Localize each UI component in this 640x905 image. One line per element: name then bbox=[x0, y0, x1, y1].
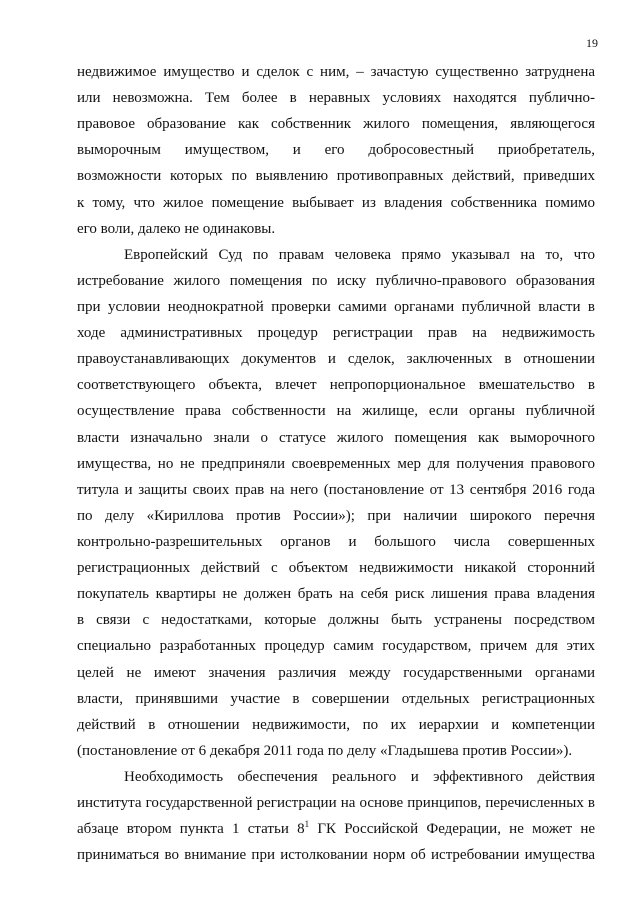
text-line: истребование жилого помещения по иску публично-правового образования bbox=[77, 272, 595, 289]
text-line: его воли, далеко не одинаковы. bbox=[77, 220, 276, 237]
text-fragment: абзаце втором пункта 1 статьи 8 bbox=[77, 821, 305, 838]
text-line: или невозможна. Тем более в неравных условиях находятся публично- bbox=[77, 90, 595, 107]
text-line: действий в отношении недвижимости, по их иерархии и компетенции bbox=[77, 716, 595, 733]
paragraph-3 bbox=[77, 764, 595, 868]
text-line: возможности которых по выявлению противоправных действий, приведших bbox=[77, 168, 595, 185]
text-line: ходе административных процедур регистрации прав на недвижимость bbox=[77, 325, 595, 342]
text-line: осуществление права собственности на жилище, если органы публичной bbox=[77, 403, 595, 420]
text-line: недвижимое имущество и сделок с ним, – зачастую существенно затруднена bbox=[77, 64, 595, 80]
text-line: титула и защиты своих прав на него (постановление от 13 сентября 2016 года bbox=[77, 481, 595, 498]
text-line: власти, принявшими участие в совершении отдельных регистрационных bbox=[77, 690, 595, 707]
superscript: 1 bbox=[304, 819, 310, 830]
text-fragment: ГК Российской Федерации, не может не bbox=[309, 821, 595, 838]
text-line: имущества, но не предприняли своевременных мер для получения правового bbox=[77, 455, 595, 472]
text-line: (постановление от 6 декабря 2011 года по делу «Гладышева против России»). bbox=[77, 742, 573, 759]
paragraph-1 bbox=[77, 59, 595, 242]
text-line: власти изначально знали о статусе жилого помещения как выморочного bbox=[77, 429, 595, 446]
text-line: к тому, что жилое помещение выбывает из владения собственника помимо bbox=[77, 194, 595, 211]
paragraph-2 bbox=[77, 242, 595, 764]
text-line: по делу «Кириллова против России»); при наличии широкого перечня bbox=[77, 507, 595, 524]
text-line: института государственной регистрации на основе принципов, перечисленных в bbox=[77, 795, 595, 812]
text-line bbox=[77, 816, 595, 842]
text-line: правоустанавливающих документов и сделок, заключенных в отношении bbox=[77, 351, 595, 368]
text-line: целей не имеют значения различия между государственными органами bbox=[77, 664, 595, 681]
text-line: Европейский Суд по правам человека прямо указывал на то, что bbox=[124, 246, 595, 263]
body-text bbox=[77, 59, 595, 868]
text-line: в связи с недостатками, которые должны быть устранены посредством bbox=[77, 612, 595, 629]
text-line: выморочным имуществом, и его добросовестный приобретатель, bbox=[77, 142, 595, 159]
page-number: 19 bbox=[586, 36, 598, 50]
text-line: соответствующего объекта, влечет непропорциональное вмешательство в bbox=[77, 377, 595, 394]
text-line: регистрационных действий с объектом недвижимости никакой сторонний bbox=[77, 560, 595, 577]
text-line: приниматься во внимание при истолковании норм об истребовании имущества bbox=[77, 847, 595, 864]
text-line: специально разработанных процедур самим государством, причем для этих bbox=[77, 638, 595, 655]
text-line: при условии неоднократной проверки самими органами публичной власти в bbox=[77, 298, 595, 315]
text-line: Необходимость обеспечения реального и эффективного действия bbox=[124, 768, 595, 785]
text-line: покупатель квартиры не должен брать на себя риск лишения права владения bbox=[77, 586, 595, 603]
text-line: контрольно-разрешительных органов и большого числа совершенных bbox=[77, 533, 595, 550]
text-line: правовое образование как собственник жилого помещения, являющегося bbox=[77, 116, 595, 133]
